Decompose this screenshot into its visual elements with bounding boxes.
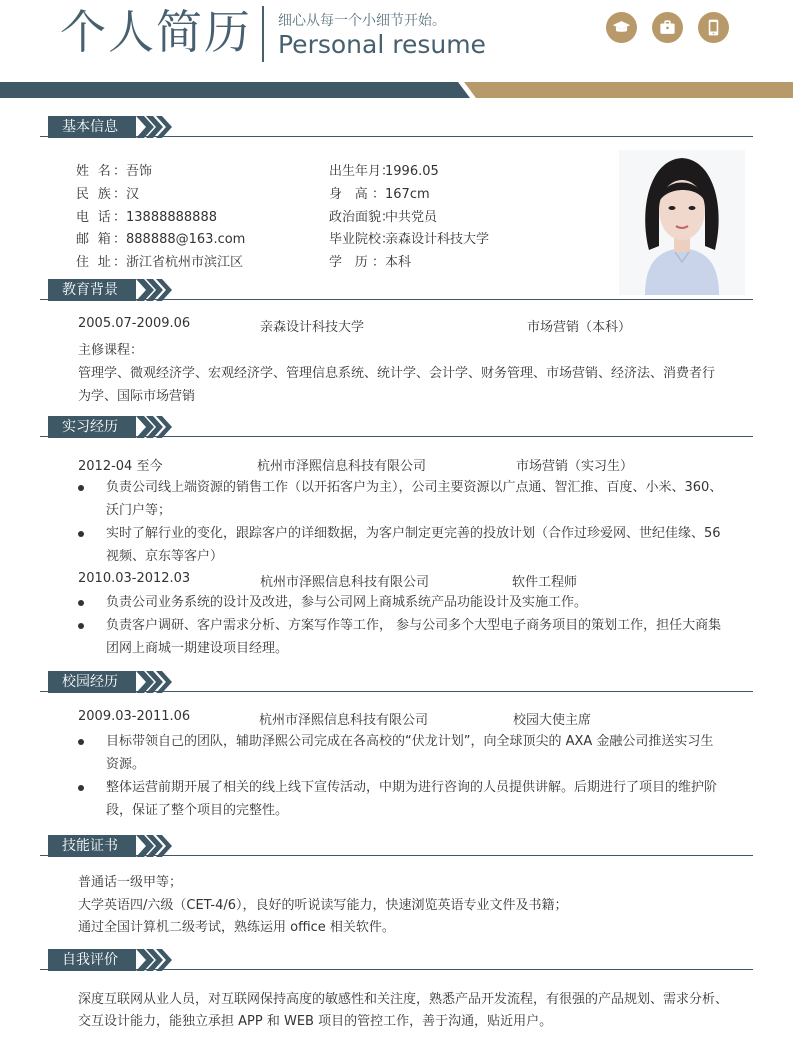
slogan: 细心从每一个小细节开始。 bbox=[278, 13, 446, 29]
section-title: 校园经历 bbox=[40, 671, 136, 693]
bullet-text-line: 实时了解行业的变化，跟踪客户的详细数据，为客户制定更完善的投放计划（合作过珍爱网、世纪佳缘、56 bbox=[106, 526, 721, 541]
school-row bbox=[329, 228, 489, 247]
self-line-1: 深度互联网从业人员，对互联网保持高度的敏感性和关注度，熟悉产品开发流程，有很强的产品规划、需求分析、 bbox=[78, 992, 729, 1007]
phone-icon bbox=[698, 12, 729, 43]
email-label: 邮 箱： bbox=[76, 232, 126, 247]
degree-row bbox=[329, 251, 411, 270]
politics-value: 中共党员 bbox=[385, 210, 438, 225]
ethnic-value: 汉 bbox=[126, 187, 140, 202]
campus-role: 校园大使主席 bbox=[513, 713, 592, 728]
bullet-text-line: 负责客户调研、客户需求分析、方案写作等工作， 参与公司多个大型电子商务项目的策划工作，担任大商集 bbox=[106, 618, 722, 633]
degree-value: 本科 bbox=[385, 255, 412, 270]
skill-line-3: 通过全国计算机二级考试，熟练运用 office 相关软件。 bbox=[78, 920, 395, 935]
bullet-text-line: 团网上商城一期建设项目经理。 bbox=[106, 641, 289, 656]
bullet-text-line: 段，保证了整个项目的完整性。 bbox=[106, 803, 289, 818]
bullet-text-line: 整体运营前期开展了相关的线上线下宣传活动，中期为进行咨询的人员提供讲解。后期进行了项目的维护阶 bbox=[106, 780, 718, 795]
bullet-dot bbox=[78, 623, 84, 629]
campus-period: 2009.03-2011.06 bbox=[78, 709, 191, 724]
graduation-cap-icon bbox=[606, 12, 637, 43]
birth-value: 1996.05 bbox=[385, 164, 439, 179]
height-row bbox=[329, 183, 430, 202]
english-title: Personal resume bbox=[278, 30, 486, 59]
edu-school: 亲森设计科技大学 bbox=[260, 320, 365, 335]
section-rule bbox=[40, 299, 753, 300]
skill-line-1: 普通话一级甲等； bbox=[78, 875, 183, 890]
section-rule bbox=[40, 436, 753, 437]
ethnic-label: 民 族： bbox=[76, 187, 126, 202]
email-row bbox=[76, 228, 245, 247]
header-band bbox=[0, 82, 793, 98]
politics-row bbox=[329, 206, 437, 225]
address-row bbox=[76, 251, 243, 270]
profile-photo bbox=[619, 150, 745, 295]
courses-line-1: 管理学、微观经济学、宏观经济学、管理信息系统、统计学、会计学、财务管理、市场营销、经济法、消费者行 bbox=[78, 366, 716, 381]
edu-major: 市场营销（本科） bbox=[527, 320, 632, 335]
section-rule bbox=[40, 691, 753, 692]
ethnic-row bbox=[76, 183, 139, 202]
bullet-text-line: 负责公司业务系统的设计及改进，参与公司网上商城系统产品功能设计及实施工作。 bbox=[106, 595, 588, 610]
title-divider bbox=[262, 6, 264, 62]
stripe-decoration bbox=[136, 416, 176, 438]
bullet-dot bbox=[78, 485, 84, 491]
campus-company: 杭州市泽熙信息科技有限公司 bbox=[259, 713, 429, 728]
section-rule bbox=[40, 855, 753, 856]
self-line-2: 交互设计能力，能独立承担 APP 和 WEB 项目的管控工作，善于沟通，贴近用户。 bbox=[78, 1014, 553, 1029]
address-value: 浙江省杭州市滨江区 bbox=[126, 255, 244, 270]
section-title: 自我评价 bbox=[40, 949, 136, 971]
bullet-dot bbox=[78, 785, 84, 791]
bullet-text-line: 负责公司线上端资源的销售工作（以开拓客户为主），公司主要资源以广点通、智汇推、百度、小米、360、 bbox=[106, 480, 723, 495]
degree-label: 学 历： bbox=[329, 255, 385, 270]
job2-period: 2010.03-2012.03 bbox=[78, 571, 191, 586]
section-rule bbox=[40, 136, 753, 137]
stripe-decoration bbox=[136, 949, 176, 971]
politics-label: 政治面貌： bbox=[329, 210, 395, 225]
address-label: 住 址： bbox=[76, 255, 126, 270]
section-title: 技能证书 bbox=[40, 835, 136, 857]
section-title: 教育背景 bbox=[40, 279, 136, 301]
skill-line-2: 大学英语四/六级（CET-4/6），良好的听说读写能力，快速浏览英语专业文件及书籍； bbox=[78, 898, 568, 913]
job2-company: 杭州市泽熙信息科技有限公司 bbox=[260, 575, 430, 590]
briefcase-icon bbox=[652, 12, 683, 43]
school-value: 亲森设计科技大学 bbox=[385, 232, 490, 247]
email-value: 888888@163.com bbox=[126, 232, 246, 247]
phone-row bbox=[76, 206, 217, 225]
bullet-text-line: 沃门户等； bbox=[106, 503, 172, 518]
birth-label: 出生年月： bbox=[329, 164, 395, 179]
bullet-dot bbox=[78, 739, 84, 745]
bullet-text-line: 目标带领自己的团队，辅助泽熙公司完成在各高校的“伏龙计划”，向全球顶尖的 AXA 金融公司推送实习生 bbox=[106, 734, 714, 749]
bullet-text-line: 资源。 bbox=[106, 757, 146, 772]
height-label: 身 高： bbox=[329, 187, 385, 202]
bullet-dot bbox=[78, 600, 84, 606]
name-value: 吾饰 bbox=[126, 164, 153, 179]
bullet-dot bbox=[78, 531, 84, 537]
stripe-decoration bbox=[136, 835, 176, 857]
edu-period: 2005.07-2009.06 bbox=[78, 316, 191, 331]
phone-value: 13888888888 bbox=[126, 210, 217, 225]
courses-line-2: 为学、国际市场营销 bbox=[78, 389, 196, 404]
stripe-decoration bbox=[136, 671, 176, 693]
name-row bbox=[76, 160, 152, 179]
job1-company: 杭州市泽熙信息科技有限公司 bbox=[257, 459, 427, 474]
courses-label: 主修课程： bbox=[78, 343, 144, 358]
name-label: 姓 名： bbox=[76, 164, 126, 179]
job1-role: 市场营销（实习生） bbox=[516, 459, 634, 474]
job1-period: 2012-04 至今 bbox=[78, 459, 163, 474]
job2-role: 软件工程师 bbox=[512, 575, 578, 590]
page-title: 个人简历 bbox=[60, 5, 252, 59]
bullet-text-line: 视频、京东等客户） bbox=[106, 549, 224, 564]
phone-label: 电 话： bbox=[76, 210, 126, 225]
school-label: 毕业院校： bbox=[329, 232, 395, 247]
section-rule bbox=[40, 969, 753, 970]
birth-row bbox=[329, 160, 439, 179]
section-title: 实习经历 bbox=[40, 416, 136, 438]
stripe-decoration bbox=[136, 116, 176, 138]
stripe-decoration bbox=[136, 279, 176, 301]
height-value: 167cm bbox=[385, 187, 430, 202]
section-title: 基本信息 bbox=[40, 116, 136, 138]
